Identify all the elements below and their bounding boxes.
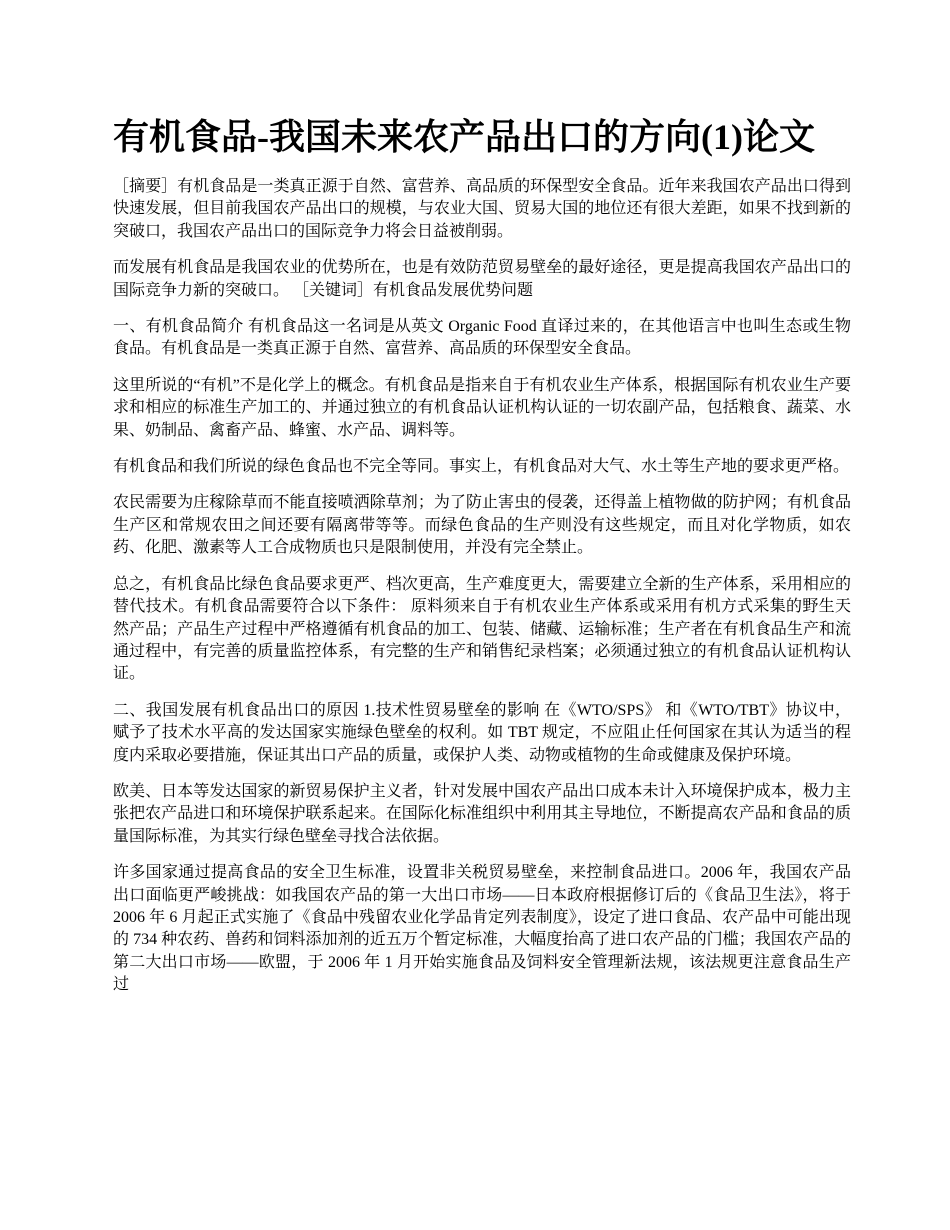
paragraph-intro: 一、有机食品简介 有机食品这一名词是从英文 Organic Food 直译过来的，在其他语言中也叫生态或生物食品。有机食品是一类真正源于自然、富营养、高品质的环保型安全食品。 (113, 318, 851, 358)
paragraph-trade-barriers: 二、我国发展有机食品出口的原因 1.技术性贸易壁垒的影响 在《WTO/SPS》 和《WTO/TBT》协议中，赋予了技术水平高的发达国家实施绿色壁垒的权利。如 TBT 规定，不应阻止任何国家在其认为适当的程度内采取必要措施，保证其出口产品的质量，或保护人类、动物或植物的生命或健康及保护环境。 (113, 701, 851, 764)
document-title: 有机食品-我国未来农产品出口的方向(1)论文 (113, 117, 815, 157)
paragraph-green-food: 有机食品和我们所说的绿色食品也不完全等同。事实上，有机食品对大气、水土等生产地的要求更严格。 (113, 458, 850, 476)
paragraph-abstract: ［摘要］有机食品是一类真正源于自然、富营养、高品质的环保型安全食品。近年来我国农产品出口得到快速发展，但目前我国农产品出口的规模，与农业大国、贸易大国的地位还有很大差距，如果不找到新的突破口，我国农产品出口的国际竞争力将会日益被削弱。 (113, 178, 851, 240)
document-page (113, 108, 851, 1011)
paragraph-farmers: 农民需要为庄稼除草而不能直接喷洒除草剂；为了防止害虫的侵袭，还得盖上植物做的防护网；有机食品生产区和常规农田之间还要有隔离带等等。而绿色食品的生产则没有这些规定，而且对化学物质，如农药、化肥、激素等人工合成物质也只是限制使用，并没有完全禁止。 (113, 494, 851, 557)
paragraph-conditions: 总之，有机食品比绿色食品要求更严、档次更高，生产难度更大，需要建立全新的生产体系，采用相应的替代技术。有机食品需要符合以下条件： 原料须来自于有机农业生产体系或采用有机方式采集的野生天然产品；产品生产过程中严格遵循有机食品的加工、包装、储藏、运输标准；生产者在有机食品生产和流通过程中，有完善的质量监控体系，有完整的生产和销售纪录档案；必须通过独立的有机食品认证机构认证。 (113, 575, 851, 683)
paragraph-keywords: 而发展有机食品是我国农业的优势所在，也是有效防范贸易壁垒的最好途径，更是提高我国农产品出口的国际竞争力新的突破口。 ［关键词］有机食品发展优势问题 (113, 259, 851, 299)
paragraph-protectionism: 欧美、日本等发达国家的新贸易保护主义者，针对发展中国农产品出口成本未计入环境保护成本，极力主张把农产品进口和环境保护联系起来。在国际化标准组织中利用其主导地位，不断提高农产品和食品的质量国际标准，为其实行绿色壁垒寻找合法依据。 (113, 782, 851, 845)
paragraph-standards: 许多国家通过提高食品的安全卫生标准，设置非关税贸易壁垒，来控制食品进口。2006 年，我国农产品出口面临更严峻挑战：如我国农产品的第一大出口市场——日本政府根据修订后的《食品卫生法》，将于 2006 年 6 月起正式实施了《食品中残留农业化学品肯定列表制度》，设定了进口食品、农产品中可能出现的 734 种农药、兽药和饲料添加剂的近五万个暂定标准，大幅度抬高了进口农产品的门槛；我国农产品的第二大出口市场——欧盟，于 2006 年 1 月开始实施食品及饲料安全管理新法规，该法规更注意食品生产过 (113, 864, 851, 994)
paragraph-definition: 这里所说的“有机”不是化学上的概念。有机食品是指来自于有机农业生产体系，根据国际有机农业生产要求和相应的标准生产加工的、并通过独立的有机食品认证机构认证的一切农副产品，包括粮食、蔬菜、水果、奶制品、禽畜产品、蜂蜜、水产品、调料等。 (113, 376, 851, 439)
